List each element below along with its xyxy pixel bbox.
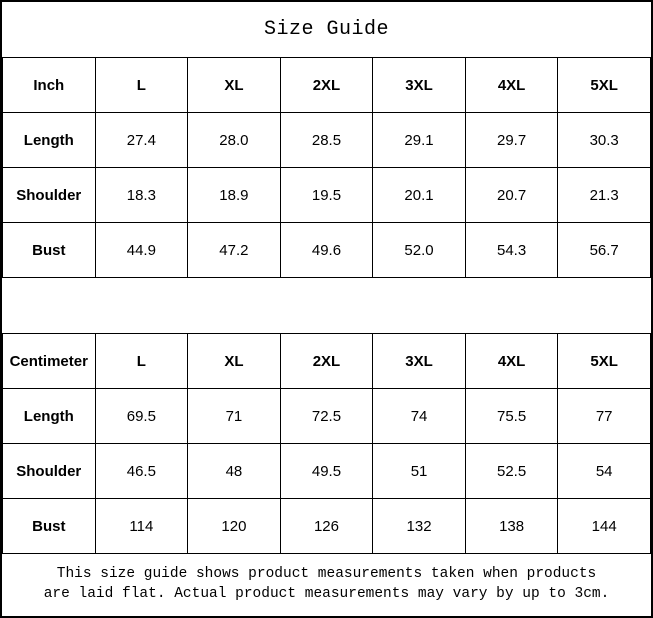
header-cell: 3XL bbox=[373, 58, 466, 113]
value-cell: 46.5 bbox=[95, 444, 188, 499]
value-cell: 71 bbox=[188, 389, 281, 444]
row-label: Shoulder bbox=[3, 444, 96, 499]
row-label: Shoulder bbox=[3, 168, 96, 223]
table-row bbox=[3, 499, 651, 554]
header-cell: 2XL bbox=[280, 58, 373, 113]
value-cell: 19.5 bbox=[280, 168, 373, 223]
value-cell: 56.7 bbox=[558, 223, 651, 278]
value-cell: 27.4 bbox=[95, 113, 188, 168]
header-cell: 2XL bbox=[280, 334, 373, 389]
value-cell: 30.3 bbox=[558, 113, 651, 168]
value-cell: 20.1 bbox=[373, 168, 466, 223]
table-gap-spacer bbox=[2, 278, 651, 333]
row-label: Bust bbox=[3, 499, 96, 554]
value-cell: 75.5 bbox=[465, 389, 558, 444]
header-cell: 3XL bbox=[373, 334, 466, 389]
header-cell: Inch bbox=[3, 58, 96, 113]
value-cell: 44.9 bbox=[95, 223, 188, 278]
value-cell: 48 bbox=[188, 444, 281, 499]
value-cell: 72.5 bbox=[280, 389, 373, 444]
value-cell: 29.7 bbox=[465, 113, 558, 168]
row-label: Bust bbox=[3, 223, 96, 278]
header-cell: 4XL bbox=[465, 58, 558, 113]
value-cell: 54.3 bbox=[465, 223, 558, 278]
value-cell: 52.0 bbox=[373, 223, 466, 278]
footer-note-line2: are laid flat. Actual product measurements may vary by up to 3cm. bbox=[43, 586, 610, 602]
row-label: Length bbox=[3, 389, 96, 444]
table-row bbox=[3, 223, 651, 278]
inch-table bbox=[2, 57, 651, 278]
header-cell: XL bbox=[188, 58, 281, 113]
value-cell: 144 bbox=[558, 499, 651, 554]
header-cell: L bbox=[95, 334, 188, 389]
header-cell: XL bbox=[188, 334, 281, 389]
value-cell: 132 bbox=[373, 499, 466, 554]
value-cell: 52.5 bbox=[465, 444, 558, 499]
row-label: Length bbox=[3, 113, 96, 168]
value-cell: 114 bbox=[95, 499, 188, 554]
value-cell: 47.2 bbox=[188, 223, 281, 278]
value-cell: 54 bbox=[558, 444, 651, 499]
footer-note bbox=[2, 554, 651, 616]
value-cell: 21.3 bbox=[558, 168, 651, 223]
header-cell: Centimeter bbox=[3, 334, 96, 389]
inch-header-row bbox=[3, 58, 651, 113]
value-cell: 126 bbox=[280, 499, 373, 554]
page-title: Size Guide bbox=[263, 18, 390, 41]
value-cell: 74 bbox=[373, 389, 466, 444]
table-row bbox=[3, 389, 651, 444]
value-cell: 51 bbox=[373, 444, 466, 499]
table-row bbox=[3, 113, 651, 168]
header-cell: 5XL bbox=[558, 334, 651, 389]
header-cell: 5XL bbox=[558, 58, 651, 113]
centimeter-table bbox=[2, 333, 651, 554]
footer-note-line1: This size guide shows product measurements taken when products bbox=[56, 566, 597, 583]
header-cell: L bbox=[95, 58, 188, 113]
value-cell: 138 bbox=[465, 499, 558, 554]
value-cell: 120 bbox=[188, 499, 281, 554]
value-cell: 49.6 bbox=[280, 223, 373, 278]
centimeter-header-row bbox=[3, 334, 651, 389]
value-cell: 29.1 bbox=[373, 113, 466, 168]
value-cell: 28.5 bbox=[280, 113, 373, 168]
value-cell: 18.3 bbox=[95, 168, 188, 223]
value-cell: 28.0 bbox=[188, 113, 281, 168]
value-cell: 69.5 bbox=[95, 389, 188, 444]
value-cell: 18.9 bbox=[188, 168, 281, 223]
value-cell: 49.5 bbox=[280, 444, 373, 499]
header-cell: 4XL bbox=[465, 334, 558, 389]
table-row bbox=[3, 444, 651, 499]
table-row bbox=[3, 168, 651, 223]
value-cell: 20.7 bbox=[465, 168, 558, 223]
value-cell: 77 bbox=[558, 389, 651, 444]
